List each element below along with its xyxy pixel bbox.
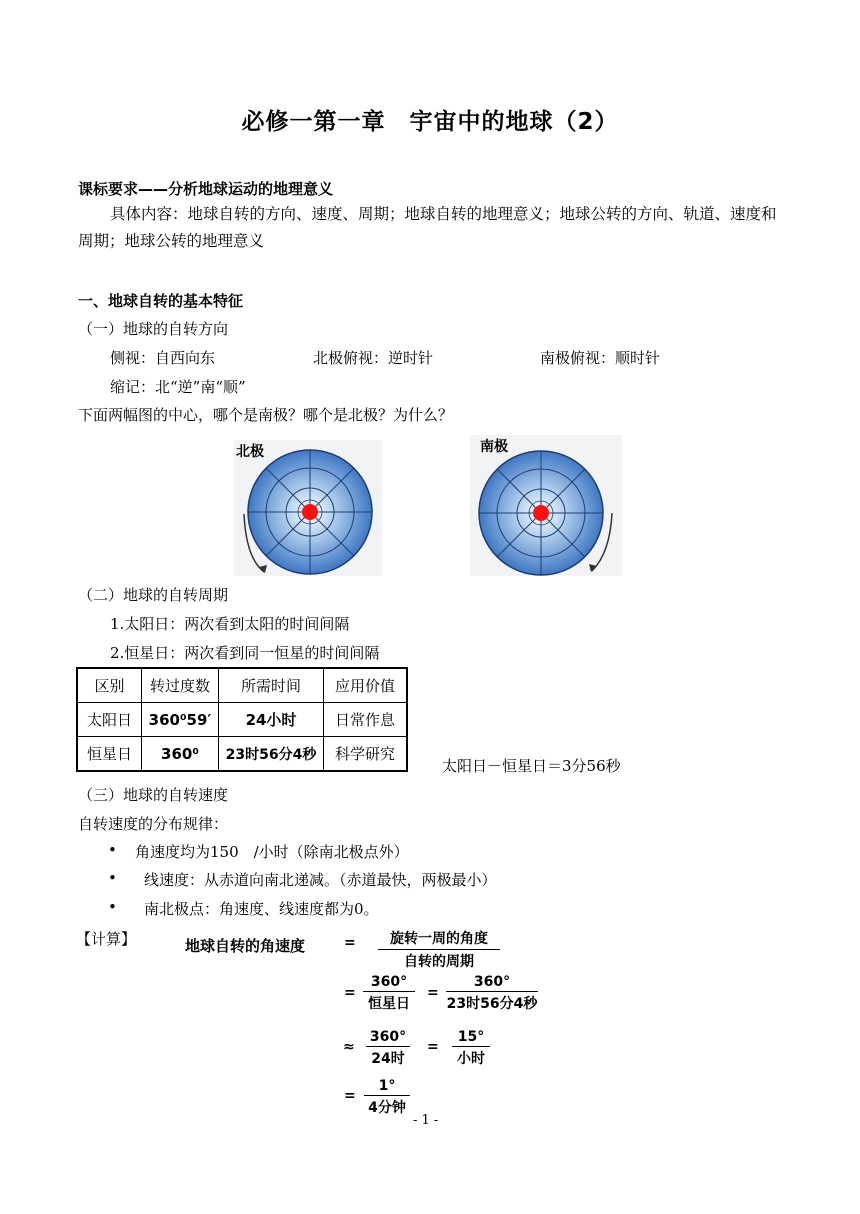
table-cell: 日常作息 [324,703,408,737]
fraction-per-4min [364,1078,410,1117]
table-header-cell: 转过度数 [142,668,219,703]
south-pole-label: 南极 [480,439,508,455]
south-pole-diagram [470,435,622,576]
equals-sign: = [344,985,356,1001]
standard-content: 具体内容：地球自转的方向、速度、周期；地球自转的地理意义；地球公转的方向、轨道、速度和周期；地球公转的地理意义 [78,205,777,250]
fraction-denominator: 恒星日 [368,996,410,1012]
day-difference-note: 太阳日－恒星日＝3分56秒 [442,757,621,775]
fraction-numerator: 360° [446,974,538,992]
bullet-mark: • [108,869,117,887]
table-cell: 360⁰ [142,737,219,772]
rule-label: 自转速度的分布规律： [78,815,229,833]
north-pole-figure [234,440,382,576]
equals-sign: = [344,935,356,951]
bullet-linear-speed: 线速度：从赤道向南北递减。（赤道最快，两极最小） [144,871,497,889]
table-row [77,737,407,772]
north-view-text: 北极俯视：逆时针 [313,349,434,367]
fraction-24h [366,1029,410,1068]
solar-day-item: 1.太阳日：两次看到太阳的时间间隔 [110,615,350,633]
fraction-denominator: 小时 [457,1051,485,1067]
table-header-cell: 区别 [77,668,142,703]
sidereal-day-item: 2.恒星日：两次看到同一恒星的时间间隔 [110,644,380,662]
table-cell: 太阳日 [77,703,142,737]
subsection-period: （二）地球的自转周期 [78,586,229,604]
fraction-numerator: 360° [366,1029,410,1047]
south-view-text: 南极俯视：顺时针 [540,349,661,367]
table-cell: 科学研究 [324,737,408,772]
fraction-denominator: 自转的周期 [404,954,474,970]
question-text: 下面两幅图的中心，哪个是南极？哪个是北极？为什么？ [78,406,454,424]
standard-heading: 课标要求——分析地球运动的地理意义 [78,180,334,198]
fraction-sidereal [363,974,415,1013]
bullet-poles: 南北极点：角速度、线速度都为0。 [144,900,379,918]
table-cell: 360⁰59′ [142,703,219,737]
page-number: - 1 - [413,1113,439,1128]
fraction-numerator: 360° [363,974,415,992]
equals-sign: = [427,1039,439,1055]
fraction-definition [378,928,500,971]
fraction-denominator: 23时56分4秒 [446,996,538,1012]
table-header-cell: 应用价值 [324,668,408,703]
fraction-denominator: 4分钟 [368,1100,406,1116]
table-row [77,703,407,737]
equals-sign: = [344,1088,356,1104]
period-table [76,667,408,772]
fraction-numerator: 1° [364,1078,410,1096]
fraction-numerator: 15° [452,1029,490,1047]
bullet-mark: • [108,898,117,916]
section-heading: 一、地球自转的基本特征 [78,292,244,310]
fraction-numerator: 旋转一周的角度 [378,928,500,950]
formula-lhs: 地球自转的角速度 [185,937,306,955]
fraction-per-hour [452,1029,490,1068]
mnemonic-text: 缩记：北“逆”南“顺” [110,378,246,396]
equals-sign: = [427,985,439,1001]
table-header-row [77,668,407,703]
table-cell: 24小时 [219,703,324,737]
table-cell: 恒星日 [77,737,142,772]
subsection-speed: （三）地球的自转速度 [78,786,229,804]
table-header-cell: 所需时间 [219,668,324,703]
table-cell: 23时56分4秒 [219,737,324,772]
fraction-sidereal-time [446,974,538,1013]
side-view-text: 侧视：自西向东 [110,349,216,367]
approx-sign: ≈ [343,1039,355,1055]
subsection-direction: （一）地球的自转方向 [78,320,229,338]
north-pole-label: 北极 [236,444,264,460]
fraction-denominator: 24时 [371,1051,405,1067]
calculation-label: 【计算】 [76,930,137,948]
page-title: 必修一第一章 宇宙中的地球（2） [241,109,619,135]
south-pole-figure [470,435,622,576]
bullet-mark: • [108,841,117,859]
bullet-angular-speed: 角速度均为150 /小时（除南北极点外） [135,843,409,861]
